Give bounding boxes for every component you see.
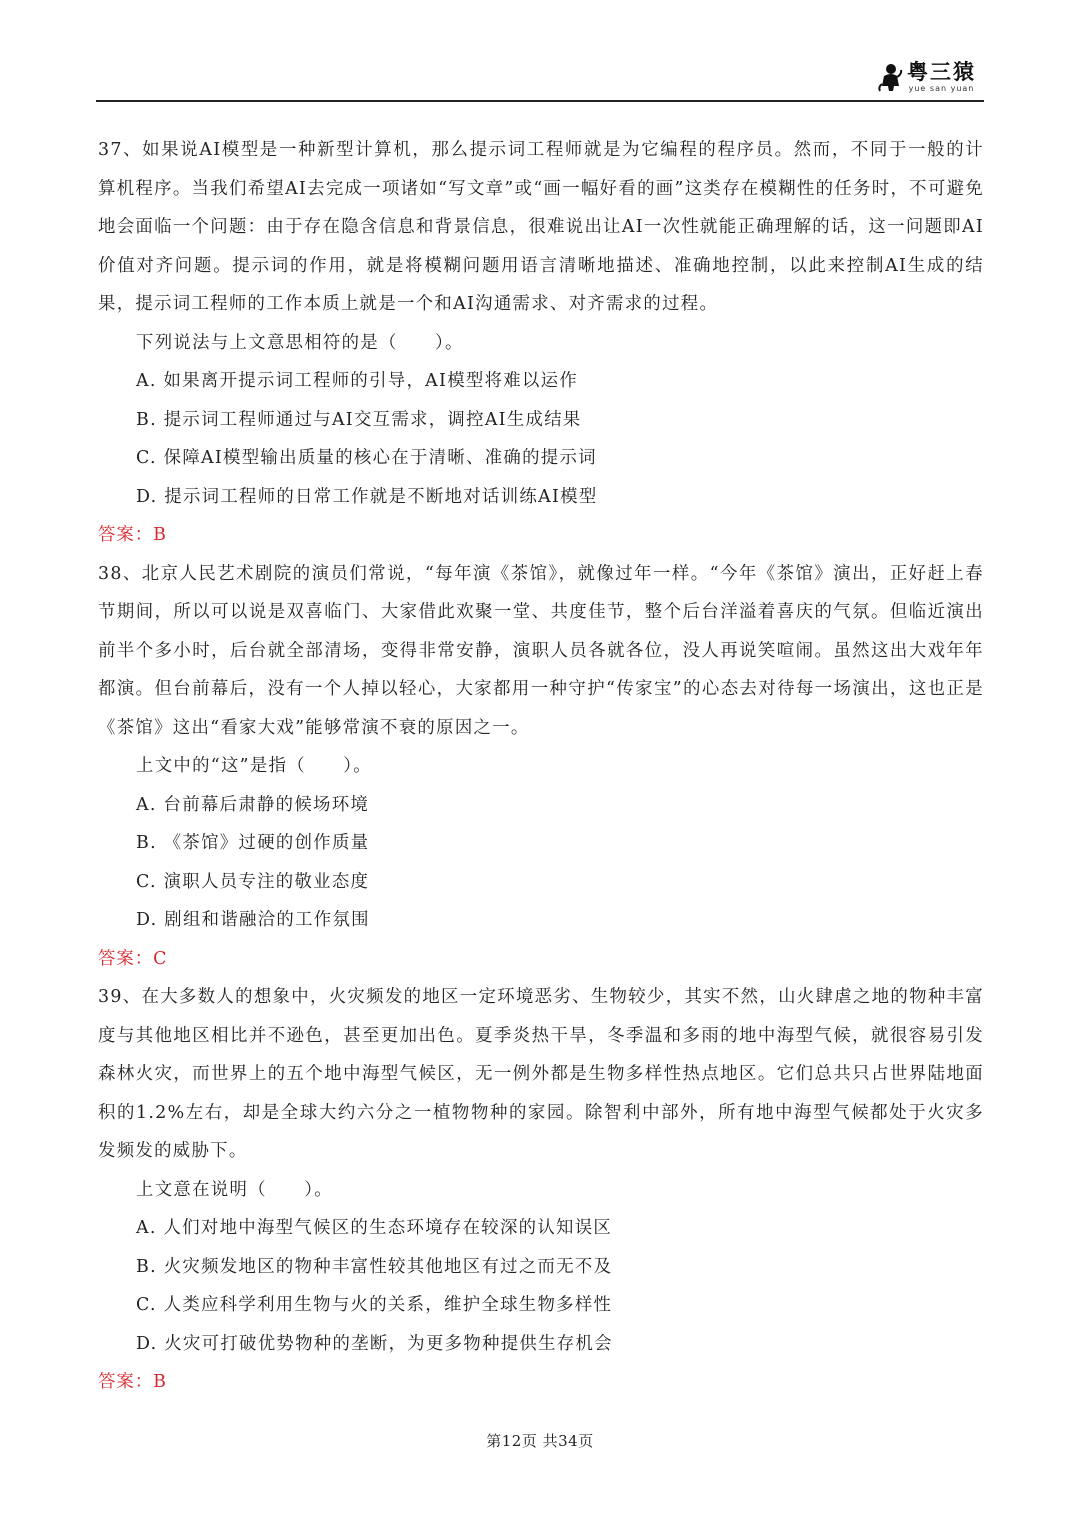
option-b: B. 提示词工程师通过与AI交互需求，调控AI生成结果 [136, 409, 582, 430]
question-text: 38、北京人民艺术剧院的演员们常说，“每年演《茶馆》，就像过年一样。“今年《茶馆》演出，正好赶上春节期间，所以可以说是双喜临门、大家借此欢聚一堂、共度佳节，整个后台洋溢着喜庆的气氛。但临近演出前半个多小时，后台就全部清场，变得非常安静，演职人员各就各位，没人再说笑喧闹。虽然这出大戏年年都演。但台前幕后，没有一个人掉以轻心，大家都用一种守护“传家宝”的心态去对待每一场演出，这也正是《茶馆》这出“看家大戏”能够常演不衰的原因之一。 [98, 563, 984, 738]
answer-label: 答案：B [98, 525, 167, 545]
question-prompt: 下列说法与上文意思相符的是（ ）。 [136, 332, 464, 353]
question-37 [98, 131, 984, 555]
option-d: D. 火灾可打破优势物种的垄断，为更多物种提供生存机会 [136, 1333, 613, 1354]
logo-name: 粤三猿 [907, 60, 976, 84]
page-number: 第12页 共34页 [486, 1432, 594, 1450]
option-c: C. 人类应科学利用生物与火的关系，维护全球生物多样性 [136, 1295, 613, 1315]
option-b: B. 火灾频发地区的物种丰富性较其他地区有过之而无不及 [136, 1256, 613, 1277]
question-text: 39、在大多数人的想象中，火灾频发的地区一定环境恶劣、生物较少，其实不然，山火肆虐之地的物种丰富度与其他地区相比并不逊色，甚至更加出色。夏季炎热干旱，冬季温和多雨的地中海型气候，就很容易引发森林火灾，而世界上的五个地中海型气候区，无一例外都是生物多样性热点地区。它们总共只占世界陆地面积的1.2%左右，却是全球大约六分之一植物物种的家园。除智利中部外，所有地中海型气候都处于火灾多发频发的威胁下。 [98, 987, 984, 1161]
answer-label: 答案：C [98, 948, 168, 969]
option-a: A. 人们对地中海型气候区的生态环境存在较深的认知误区 [136, 1218, 613, 1238]
option-a: A. 台前幕后肃静的候场环境 [136, 794, 370, 815]
logo-subtitle: yue san yuan [908, 84, 975, 93]
option-b: B. 《茶馆》过硬的创作质量 [136, 833, 370, 853]
option-d: D. 提示词工程师的日常工作就是不断地对话训练AI模型 [136, 486, 598, 507]
question-content [98, 131, 984, 1402]
page-header [96, 58, 984, 102]
answer-label: 答案：B [98, 1372, 167, 1392]
option-c: C. 演职人员专注的敬业态度 [136, 871, 370, 892]
option-d: D. 剧组和谐融洽的工作氛围 [136, 910, 370, 930]
question-39 [98, 978, 984, 1402]
option-c: C. 保障AI模型输出质量的核心在于清晰、准确的提示词 [136, 448, 597, 468]
brand-logo [877, 60, 976, 93]
question-text: 37、如果说AI模型是一种新型计算机，那么提示词工程师就是为它编程的程序员。然而，不同于一般的计算机程序。当我们希望AI去完成一项诸如“写文章”或“画一幅好看的画”这类存在模糊性的任务时，不可避免地会面临一个问题：由于存在隐含信息和背景信息，很难说出让AI一次性就能正确理解的话，这一问题即AI价值对齐问题。提示词的作用，就是将模糊问题用语言清晰地描述、准确地控制，以此来控制AI生成的结果，提示词工程师的工作本质上就是一个和AI沟通需求、对齐需求的过程。 [98, 140, 984, 314]
question-38 [98, 555, 984, 979]
question-prompt: 上文意在说明（ ）。 [136, 1179, 333, 1200]
monkey-logo-icon [877, 62, 903, 92]
option-a: A. 如果离开提示词工程师的引导，AI模型将难以运作 [136, 371, 579, 391]
question-prompt: 上文中的“这”是指（ ）。 [136, 756, 372, 776]
